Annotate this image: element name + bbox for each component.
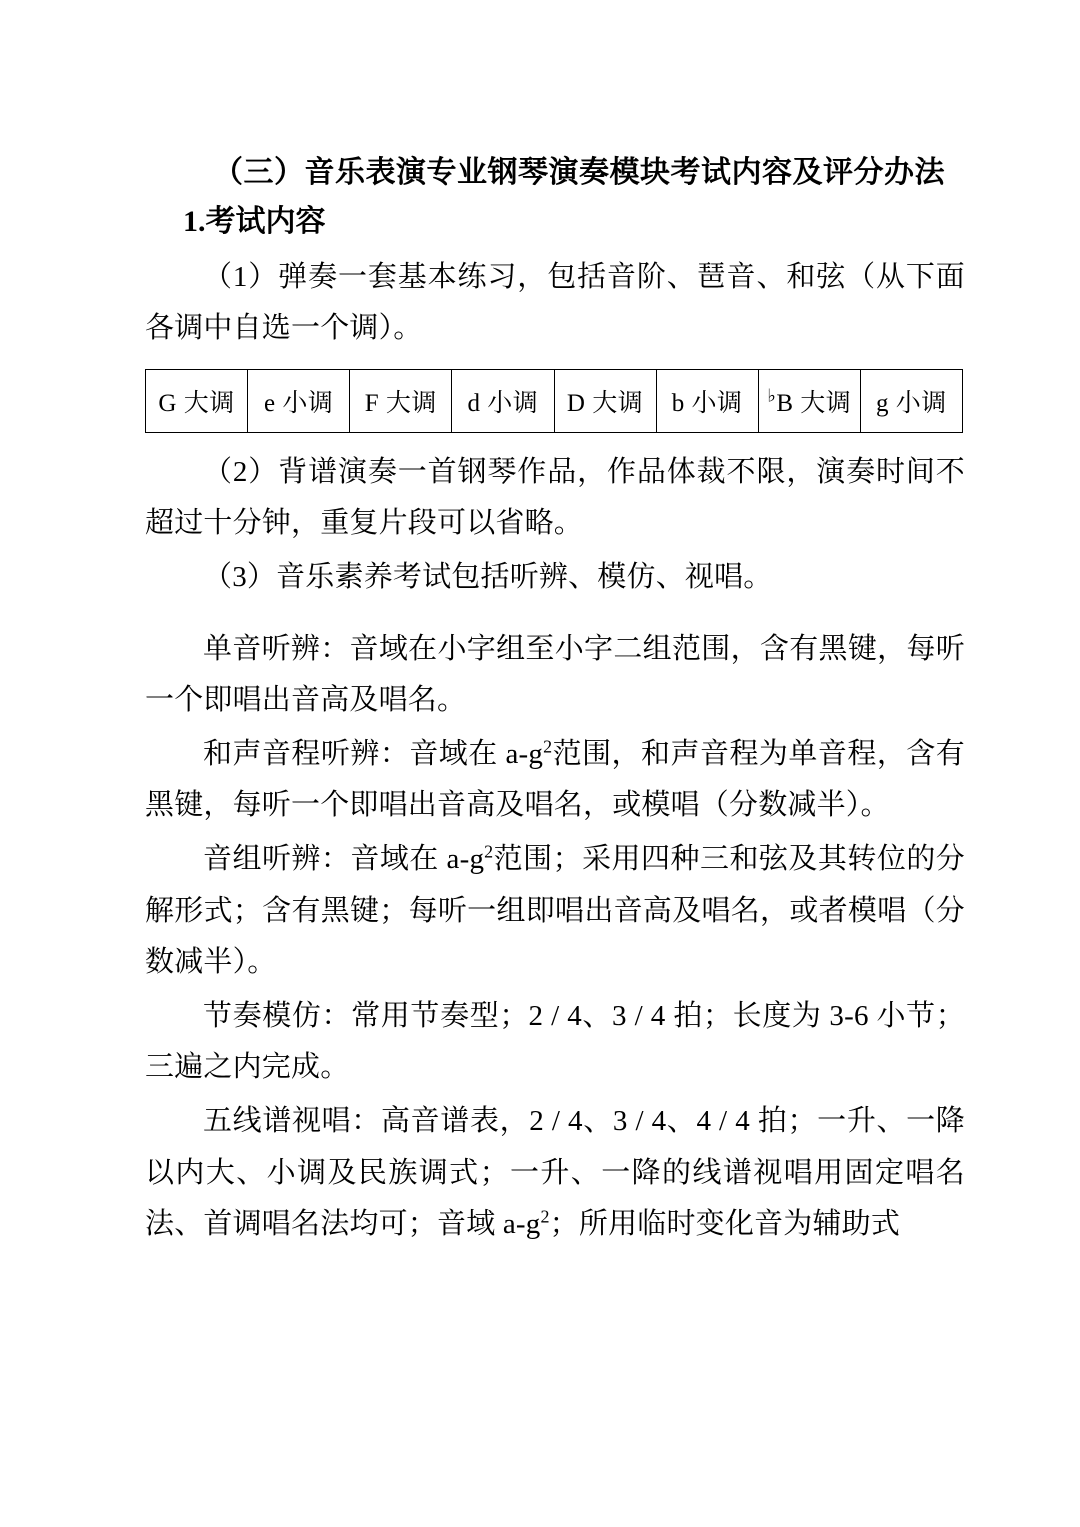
paragraph-staff-sight-singing-part2: ；所用临时变化音为辅助式 xyxy=(549,1208,901,1241)
paragraph-tone-group xyxy=(145,834,965,989)
table-cell-key-5 xyxy=(554,369,656,432)
paragraph-harmonic-interval-part2: 范围，和声音程为单音程，含有黑键，每听一个即唱出音高及唱名，或模唱（分数减半）。 xyxy=(145,737,965,822)
document-content xyxy=(145,150,965,1253)
table-cell-key-6 xyxy=(656,369,758,432)
table-cell-key-7 xyxy=(758,369,860,432)
superscript-2-a: 2 xyxy=(543,736,553,757)
paragraph-spacer xyxy=(145,606,965,624)
table-cell-key-8 xyxy=(860,369,962,432)
paragraph-3: （3）音乐素养考试包括听辨、模仿、视唱。 xyxy=(203,560,773,593)
key-label-4: d 小调 xyxy=(467,389,539,417)
paragraph-staff-sight-singing xyxy=(145,1096,965,1251)
key-label-3: F 大调 xyxy=(364,389,437,417)
paragraph-tone-group-part2: 范围；采用四种三和弦及其转位的分解形式；含有黑键；每听一组即唱出音高及唱名，或者模唱（分数减半）。 xyxy=(145,842,965,979)
paragraph-harmonic-interval xyxy=(145,729,965,832)
key-label-6: b 小调 xyxy=(671,389,743,417)
paragraph-harmonic-interval-part1: 和声音程听辨：音域在 a-g xyxy=(203,737,544,770)
section-subtitle: 1.考试内容 xyxy=(183,205,326,238)
key-signature-table xyxy=(145,369,963,433)
paragraph-staff-sight-singing-part1: 五线谱视唱：高音谱表，2 / 4、3 / 4、4 / 4 拍；一升、一降以内大、小调及民族调式；一升、一降的线谱视唱用固定唱名法、首调唱名法均可；音域 a-g xyxy=(145,1105,965,1241)
paragraph-2: （2）背谱演奏一首钢琴作品，作品体裁不限，演奏时间不超过十分钟，重复片段可以省略。 xyxy=(145,455,965,540)
paragraph-tone-group-part1: 音组听辨：音域在 a-g xyxy=(203,842,485,875)
key-label-2: e 小调 xyxy=(264,389,334,417)
key-label-5: D 大调 xyxy=(566,389,644,417)
superscript-2-c: 2 xyxy=(540,1206,550,1227)
table-cell-key-1 xyxy=(146,369,248,432)
superscript-2-b: 2 xyxy=(484,841,494,862)
key-label-8: g 小调 xyxy=(876,389,947,417)
table-row xyxy=(146,369,963,432)
paragraph-1: （1）弹奏一套基本练习，包括音阶、琶音、和弦（从下面各调中自选一个调）。 xyxy=(145,260,965,345)
flat-sign-icon: ♭ xyxy=(767,385,777,406)
key-label-1: G 大调 xyxy=(158,389,235,417)
page-title: （三）音乐表演专业钢琴演奏模块考试内容及评分办法 xyxy=(213,156,945,189)
table-cell-key-4 xyxy=(452,369,554,432)
table-cell-key-3 xyxy=(350,369,452,432)
paragraph-single-tone: 单音听辨：音域在小字组至小字二组范围，含有黑键，每听一个即唱出音高及唱名。 xyxy=(145,632,965,717)
paragraph-rhythm-imitation: 节奏模仿：常用节奏型；2 / 4、3 / 4 拍；长度为 3-6 小节；三遍之内完成。 xyxy=(145,999,965,1084)
key-label-7: B 大调 xyxy=(776,389,852,417)
table-cell-key-2 xyxy=(248,369,350,432)
